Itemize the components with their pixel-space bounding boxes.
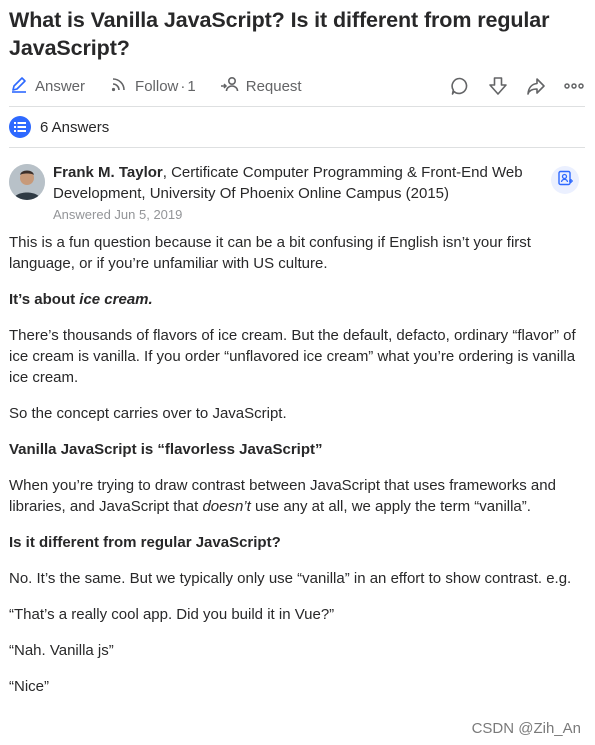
answer-button-label: Answer [35,77,86,95]
answer-subheading: Is it different from regular JavaScript? [9,534,281,551]
answer-subheading: Vanilla JavaScript is “flavorless JavaScript” [9,441,323,458]
author-credential: , Certificate Computer Programming & Front-End Web Development, University Of Phoenix Online Campus (2015) [53,164,523,202]
request-user-icon [220,74,246,98]
share-arrow-icon[interactable] [525,75,547,97]
answer-emphasis: doesn’t [202,498,251,515]
answer-paragraph: No. It’s the same. But we typically only use “vanilla” in an effort to show contrast. e.g. [9,570,572,587]
request-button-label: Request [245,77,302,95]
question-secondary-actions [433,66,585,106]
answer-text: It’s about [9,291,80,308]
list-icon [9,116,31,138]
answers-count-bar[interactable] [9,107,585,148]
answer-paragraph: This is a fun question because it can be a bit confusing if English isn’t your first language, or if you’re unfamiliar with US culture. [9,234,531,272]
request-button[interactable] [220,74,302,98]
question-page [9,0,585,712]
csdn-watermark: CSDN @Zih_An [471,720,581,737]
author-name[interactable]: Frank M. Taylor [53,164,163,181]
profile-card-icon [557,170,573,191]
answer-author-header [9,162,585,228]
answer-button[interactable] [9,74,85,98]
answer-paragraph: “That’s a really cool app. Did you build it in Vue?” [9,606,335,623]
author-line [53,162,543,204]
comment-icon[interactable] [449,75,471,97]
follow-signal-icon [109,74,135,98]
answered-date[interactable]: Answered Jun 5, 2019 [53,207,183,222]
answer-text: When you’re trying to draw contrast between JavaScript that uses frameworks and libraries, and JavaScript that [9,477,556,515]
pencil-icon [9,74,35,98]
question-title[interactable]: What is Vanilla JavaScript? Is it different from regular JavaScript? [9,8,550,60]
follow-button[interactable] [109,74,196,98]
follow-button-label: Follow [135,77,179,95]
answer-paragraph: “Nice” [9,678,49,695]
more-options-icon[interactable] [563,75,585,97]
answer-text: use any at all, we apply the term “vanilla”. [250,498,531,515]
answer-emphasis: ice cream. [79,291,153,308]
answer-paragraph [9,289,585,310]
answer-paragraph: There’s thousands of flavors of ice cream. But the default, defacto, ordinary “flavor” of ice cream is vanilla. If you order “unflavored ice cream” what you’re ordering is vanilla ice cream. [9,327,576,386]
answers-count-label: 6 Answers [40,118,110,136]
downvote-arrow-icon[interactable] [487,75,509,97]
follow-count: 1 [187,77,196,95]
author-avatar[interactable] [9,164,45,200]
answer-paragraph: So the concept carries over to JavaScript. [9,405,287,422]
answer-paragraph: “Nah. Vanilla js” [9,642,114,659]
answer-body [9,232,585,697]
answer-paragraph [9,475,585,517]
add-credential-button[interactable] [551,166,579,194]
question-action-bar [9,66,585,107]
follow-separator: · [180,77,186,95]
author-info [53,162,543,224]
